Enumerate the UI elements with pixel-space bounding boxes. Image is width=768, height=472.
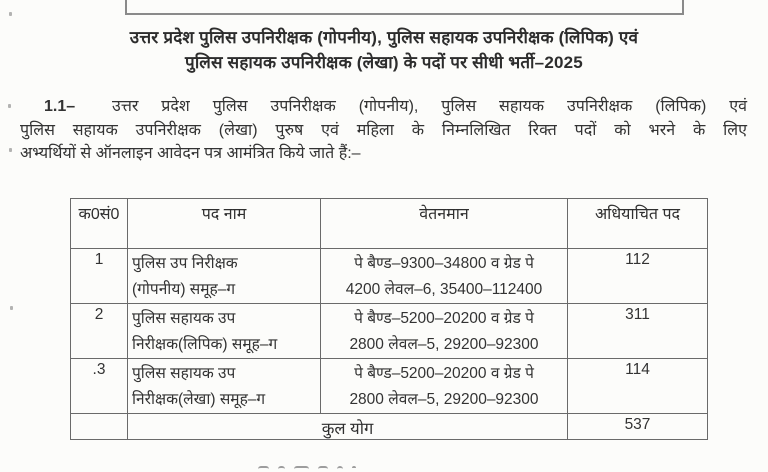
post-name-line: निरीक्षक(लिपिक) समूह–ग bbox=[132, 336, 278, 353]
pay-scale-line: 2800 लेवल–5, 29200–92300 bbox=[349, 391, 539, 408]
notice-title bbox=[0, 25, 768, 75]
col-header-post-name: पद नाम bbox=[128, 199, 321, 249]
paragraph-line-1-text: उत्तर प्रदेश पुलिस उपनिरीक्षक (गोपनीय), पुलिस सहायक उपनिरीक्षक (लिपिक) एवं bbox=[112, 98, 747, 115]
pay-scale-line: पे बैण्ड–5200–20200 व ग्रेड पे bbox=[354, 365, 534, 382]
table-row-3 bbox=[71, 359, 708, 414]
empty-cell bbox=[71, 414, 128, 440]
vacancy-table bbox=[70, 198, 708, 440]
pay-scale-cell bbox=[321, 359, 568, 414]
post-name-line: पुलिस उप निरीक्षक bbox=[132, 255, 238, 272]
post-name-line: पुलिस सहायक उप bbox=[132, 310, 236, 327]
scan-speck bbox=[9, 148, 12, 152]
table-total-row bbox=[71, 414, 708, 440]
serial-cell: 2 bbox=[71, 304, 128, 359]
cropped-top-box bbox=[125, 0, 684, 15]
scan-speck bbox=[8, 104, 11, 108]
pay-scale-line: पे बैण्ड–5200–20200 व ग्रेड पे bbox=[354, 310, 534, 327]
pay-scale-line: 2800 लेवल–5, 29200–92300 bbox=[349, 336, 539, 353]
paragraph-line-3: अभ्यर्थियों से ऑनलाइन आवेदन पत्र आमंत्रित किये जाते हैं:– bbox=[20, 145, 361, 162]
serial-cell: .3 bbox=[71, 359, 128, 414]
pay-scale-cell bbox=[321, 304, 568, 359]
col-header-pay-scale: वेतनमान bbox=[321, 199, 568, 249]
paragraph-line-1 bbox=[20, 95, 747, 119]
total-label: कुल योग bbox=[128, 414, 568, 440]
table-header-row bbox=[71, 199, 708, 249]
pay-scale-line: पे बैण्ड–9300–34800 व ग्रेड पे bbox=[354, 255, 534, 272]
title-line-2: पुलिस सहायक उपनिरीक्षक (लेखा) के पदों पर सीधी भर्ती–2025 bbox=[185, 53, 583, 72]
pay-scale-cell bbox=[321, 249, 568, 304]
col-header-serial: क0सं0 bbox=[71, 199, 128, 249]
total-value: 537 bbox=[568, 414, 708, 440]
col-header-requisitioned-posts: अधियाचित पद bbox=[568, 199, 708, 249]
post-name-cell bbox=[128, 304, 321, 359]
intro-paragraph bbox=[20, 95, 747, 166]
table-row-1 bbox=[71, 249, 708, 304]
table-row-2 bbox=[71, 304, 708, 359]
pay-scale-line: 4200 लेवल–6, 35400–112400 bbox=[345, 281, 543, 298]
paragraph-line-2: पुलिस सहायक उपनिरीक्षक (लेखा) पुरुष एवं महिला के निम्नलिखित रिक्त पदों को भरने के लिए bbox=[20, 121, 747, 139]
posts-count-cell: 114 bbox=[568, 359, 708, 414]
posts-count-cell: 311 bbox=[568, 304, 708, 359]
cutoff-text-fragment bbox=[258, 466, 458, 472]
post-name-line: पुलिस सहायक उप bbox=[132, 365, 236, 382]
clause-number: 1.1– bbox=[44, 98, 76, 115]
scan-speck bbox=[9, 12, 12, 16]
serial-cell: 1 bbox=[71, 249, 128, 304]
post-name-cell bbox=[128, 249, 321, 304]
title-line-1: उत्तर प्रदेश पुलिस उपनिरीक्षक (गोपनीय), पुलिस सहायक उपनिरीक्षक (लिपिक) एवं bbox=[129, 28, 639, 47]
post-name-cell bbox=[128, 359, 321, 414]
posts-count-cell: 112 bbox=[568, 249, 708, 304]
scan-speck bbox=[10, 306, 13, 310]
post-name-line: (गोपनीय) समूह–ग bbox=[132, 281, 236, 298]
post-name-line: निरीक्षक(लेखा) समूह–ग bbox=[132, 391, 266, 408]
